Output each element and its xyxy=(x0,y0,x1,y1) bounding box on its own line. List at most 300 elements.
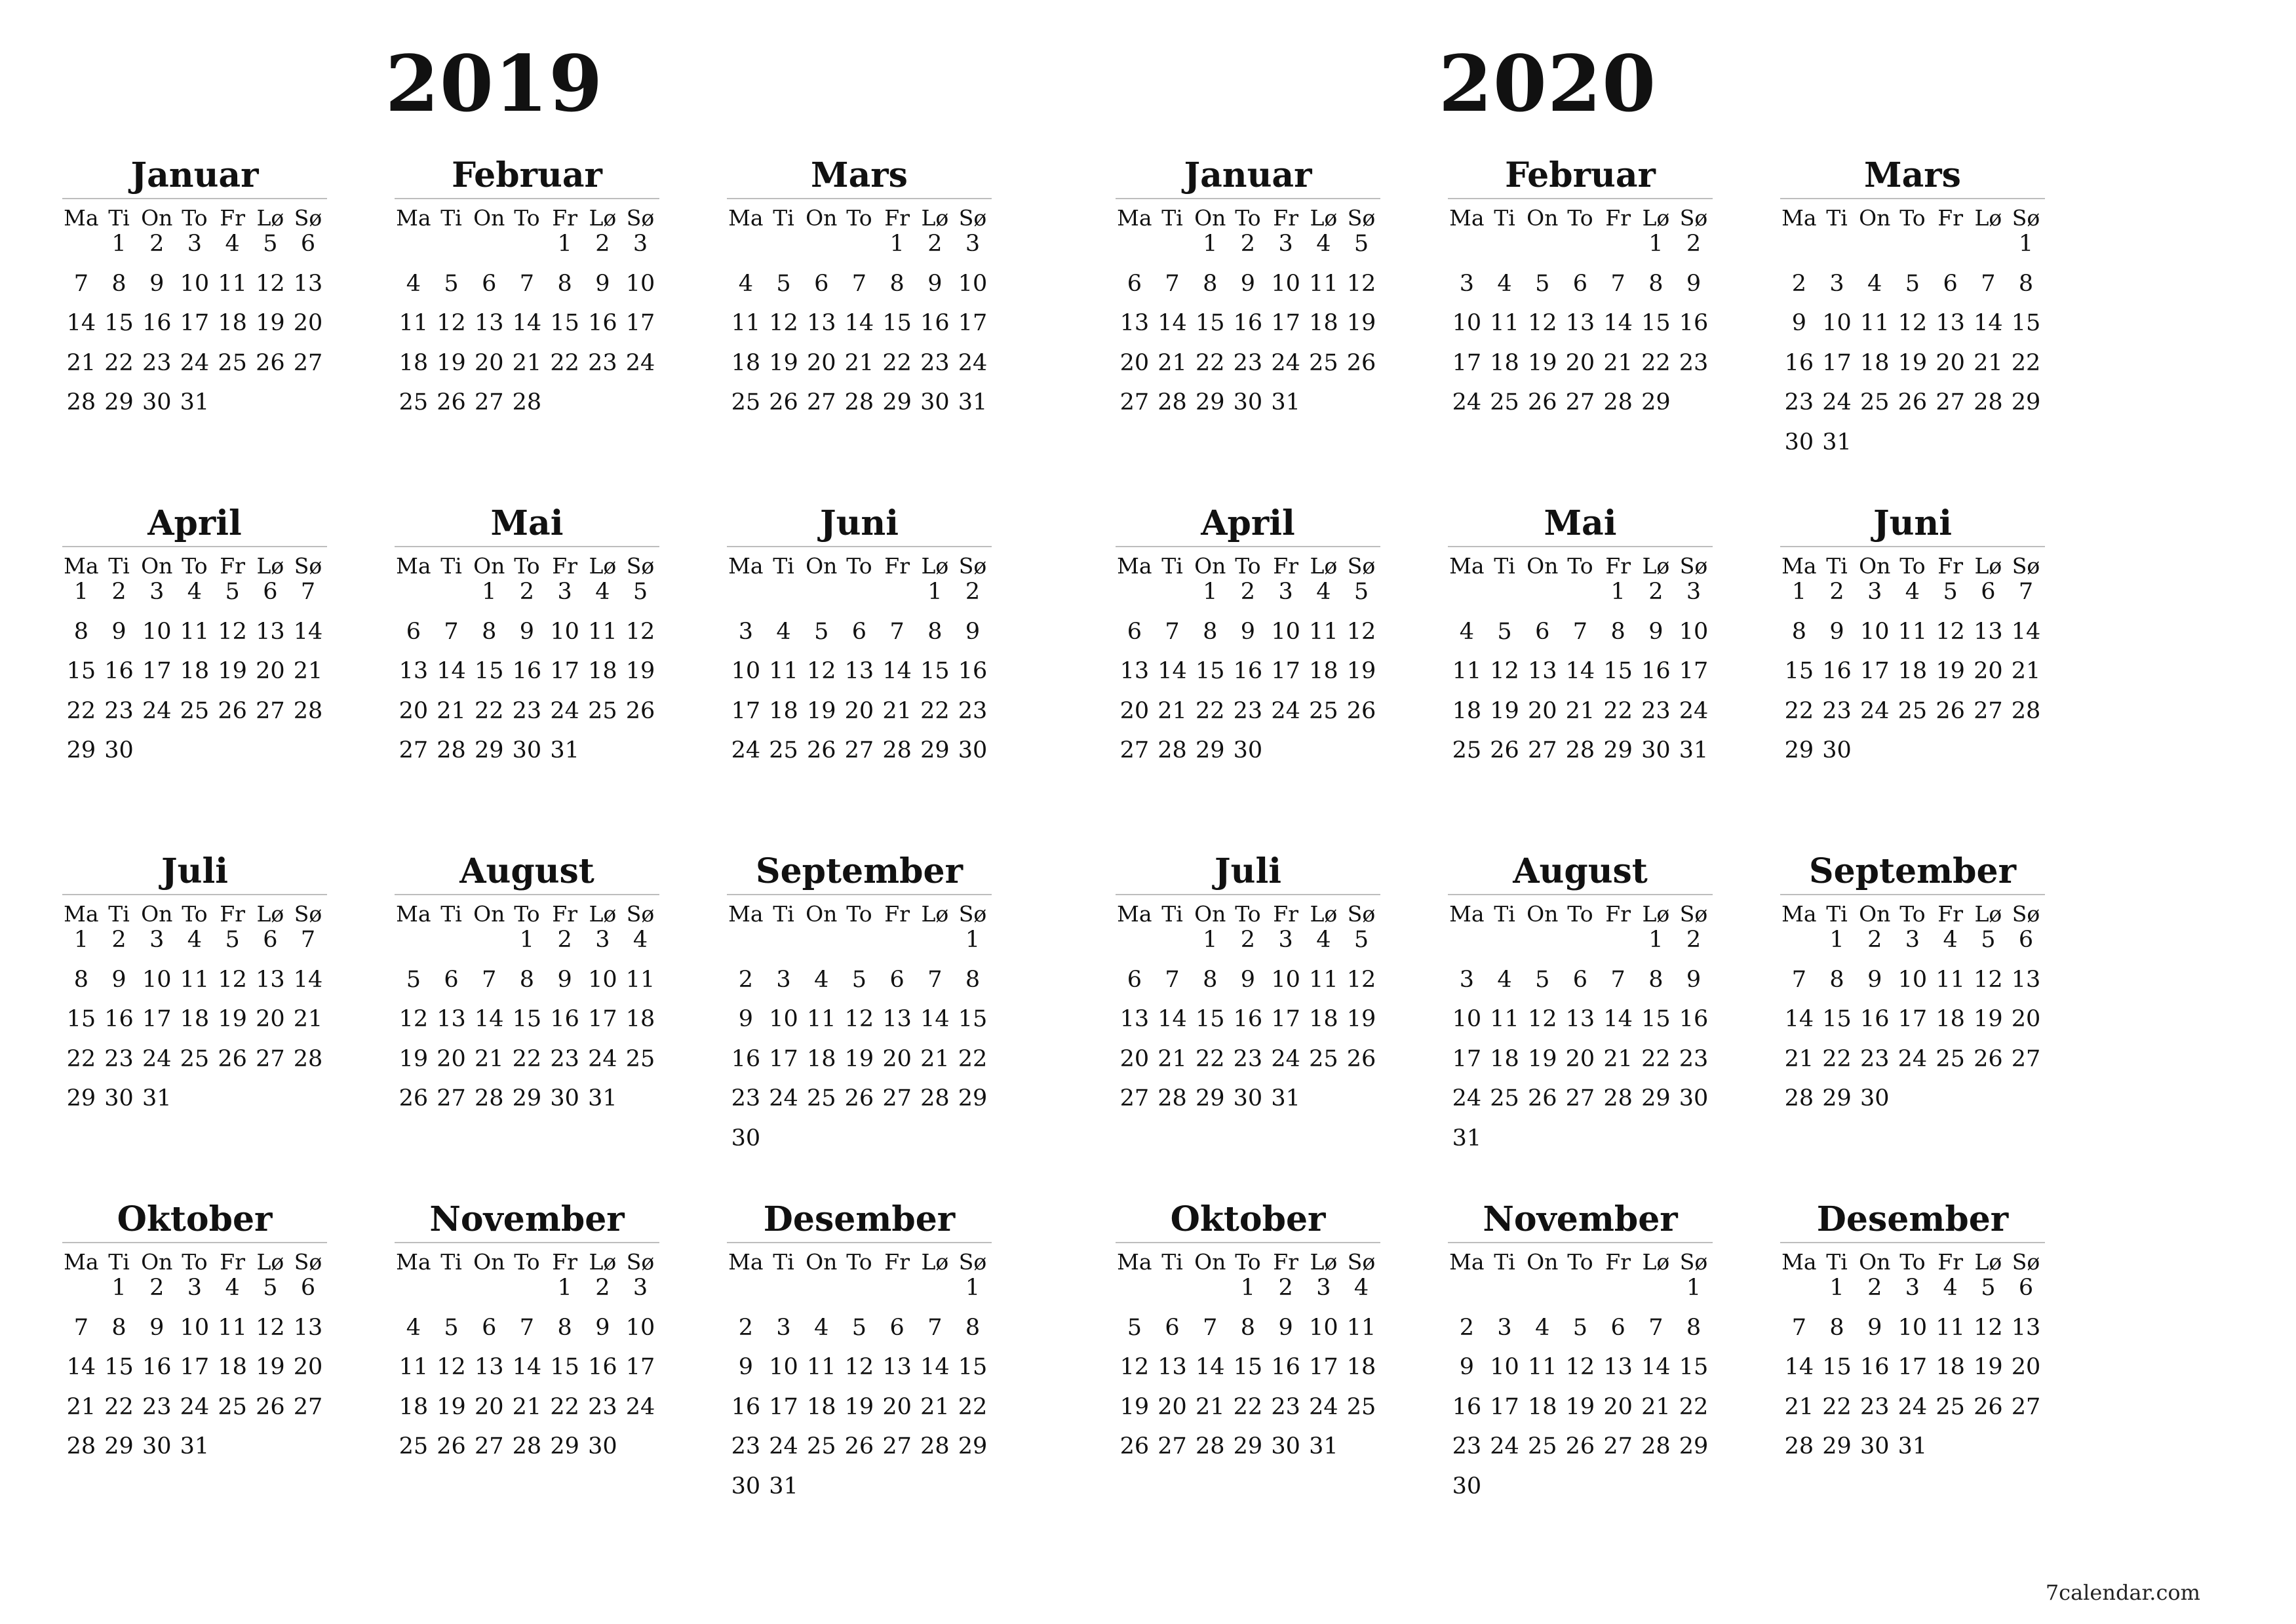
month-divider xyxy=(62,894,327,895)
day-cell: 8 xyxy=(2018,270,2034,297)
weekday-label: Lø xyxy=(1642,901,1670,927)
day-cell: 15 xyxy=(550,1354,579,1380)
day-cell: 28 xyxy=(66,1433,96,1460)
day-cell: 15 xyxy=(1195,1006,1225,1032)
weekday-label: Ma xyxy=(1449,901,1485,927)
day-cell: 30 xyxy=(958,737,988,764)
day-cell: 27 xyxy=(1603,1433,1633,1460)
day-cell: 17 xyxy=(1859,658,1890,684)
weekday-label: On xyxy=(473,205,505,231)
day-cell: 3 xyxy=(1686,579,1702,605)
day-cell: 8 xyxy=(1648,270,1664,297)
day-cell: 10 xyxy=(1897,1314,1928,1341)
day-cell: 2 xyxy=(1240,927,1256,953)
day-cell: 26 xyxy=(1565,1433,1595,1460)
day-cell: 11 xyxy=(806,1354,836,1380)
day-cell: 23 xyxy=(1452,1433,1482,1460)
weekday-label: Ma xyxy=(64,901,99,927)
day-cell: 4 xyxy=(406,1314,421,1341)
weekday-label: On xyxy=(1194,205,1226,231)
day-cell: 5 xyxy=(225,927,240,953)
weekday-label: Lø xyxy=(921,901,949,927)
day-cell: 14 xyxy=(512,1354,542,1380)
day-cell: 2 xyxy=(595,231,610,257)
day-cell: 1 xyxy=(519,927,535,953)
weekday-label: Ma xyxy=(1117,901,1152,927)
weekday-label: Ti xyxy=(1494,901,1515,927)
day-cell: 14 xyxy=(293,618,323,645)
weekday-label: Ti xyxy=(108,901,130,927)
day-cell: 24 xyxy=(1271,1045,1300,1072)
day-cell: 30 xyxy=(1679,1085,1709,1112)
day-cell: 11 xyxy=(180,618,210,645)
month-divider xyxy=(395,894,659,895)
day-cell: 9 xyxy=(1686,966,1702,993)
day-cell: 5 xyxy=(263,231,278,257)
day-cell: 8 xyxy=(965,1314,981,1341)
weekday-label: Ti xyxy=(1494,1249,1515,1275)
day-cell: 24 xyxy=(731,737,761,764)
day-cell: 30 xyxy=(588,1433,617,1460)
day-cell: 19 xyxy=(256,1354,285,1380)
day-cell: 13 xyxy=(806,310,836,336)
weekday-label: Fr xyxy=(884,901,910,927)
day-cell: 4 xyxy=(225,1275,240,1301)
weekday-label: On xyxy=(806,205,838,231)
day-cell: 29 xyxy=(550,1433,579,1460)
day-cell: 14 xyxy=(1784,1354,1814,1380)
day-cell: 21 xyxy=(1784,1045,1814,1072)
day-cell: 10 xyxy=(180,270,210,297)
day-cell: 24 xyxy=(625,1393,655,1420)
weekday-label: Sø xyxy=(1347,205,1376,231)
month-divider xyxy=(1448,546,1713,547)
weekday-label: Fr xyxy=(1937,205,1963,231)
day-cell: 15 xyxy=(2011,310,2041,336)
day-cell: 30 xyxy=(104,737,134,764)
day-cell: 22 xyxy=(958,1393,988,1420)
day-cell: 8 xyxy=(1648,966,1664,993)
day-cell: 18 xyxy=(625,1006,655,1032)
day-cell: 23 xyxy=(958,697,988,724)
weekday-label: To xyxy=(1567,1249,1593,1275)
day-cell: 24 xyxy=(1452,1085,1482,1112)
day-cell: 9 xyxy=(1791,310,1806,336)
weekday-label: Ti xyxy=(1826,553,1848,579)
day-cell: 2 xyxy=(111,927,126,953)
day-cell: 4 xyxy=(1497,966,1512,993)
weekday-label: On xyxy=(806,1249,838,1275)
day-cell: 10 xyxy=(1452,1006,1482,1032)
day-cell: 7 xyxy=(1981,270,1996,297)
weekday-label: Fr xyxy=(1937,1249,1963,1275)
month-name: April xyxy=(1201,503,1295,543)
day-cell: 23 xyxy=(731,1085,761,1112)
day-cell: 11 xyxy=(769,658,798,684)
day-cell: 15 xyxy=(958,1006,988,1032)
day-cell: 1 xyxy=(965,1275,981,1301)
day-cell: 25 xyxy=(1490,1085,1519,1112)
weekday-label: On xyxy=(473,901,505,927)
day-cell: 16 xyxy=(512,658,542,684)
day-cell: 23 xyxy=(104,1045,134,1072)
day-cell: 17 xyxy=(1271,310,1300,336)
day-cell: 29 xyxy=(1195,737,1225,764)
day-cell: 8 xyxy=(557,1314,572,1341)
day-cell: 19 xyxy=(844,1393,874,1420)
weekday-label: Ti xyxy=(1826,1249,1848,1275)
day-cell: 17 xyxy=(625,310,655,336)
weekday-label: On xyxy=(1859,901,1891,927)
day-cell: 28 xyxy=(882,737,912,764)
day-cell: 26 xyxy=(437,389,466,416)
day-cell: 31 xyxy=(769,1473,798,1499)
day-cell: 21 xyxy=(437,697,466,724)
day-cell: 28 xyxy=(512,389,542,416)
day-cell: 16 xyxy=(1233,658,1263,684)
day-cell: 27 xyxy=(1119,1085,1150,1112)
day-cell: 7 xyxy=(482,966,497,993)
day-cell: 24 xyxy=(1822,389,1852,416)
day-cell: 27 xyxy=(293,1393,323,1420)
day-cell: 27 xyxy=(1119,737,1150,764)
day-cell: 7 xyxy=(1165,270,1180,297)
weekday-label: Lø xyxy=(256,553,284,579)
day-cell: 19 xyxy=(218,1006,247,1032)
day-cell: 22 xyxy=(66,1045,96,1072)
day-cell: 19 xyxy=(1974,1354,2003,1380)
day-cell: 13 xyxy=(2011,966,2041,993)
day-cell: 27 xyxy=(882,1433,912,1460)
day-cell: 9 xyxy=(927,270,943,297)
weekday-label: Sø xyxy=(1679,553,1708,579)
day-cell: 26 xyxy=(1974,1045,2003,1072)
day-cell: 14 xyxy=(1158,310,1187,336)
day-cell: 11 xyxy=(625,966,655,993)
day-cell: 8 xyxy=(519,966,535,993)
day-cell: 14 xyxy=(437,658,466,684)
weekday-label: Ma xyxy=(728,553,764,579)
weekday-label: To xyxy=(1235,901,1261,927)
day-cell: 16 xyxy=(1641,658,1671,684)
day-cell: 25 xyxy=(1309,1045,1338,1072)
day-cell: 7 xyxy=(444,618,459,645)
day-cell: 28 xyxy=(1158,1085,1187,1112)
day-cell: 24 xyxy=(1271,349,1300,376)
day-cell: 15 xyxy=(66,1006,96,1032)
day-cell: 4 xyxy=(1316,231,1331,257)
day-cell: 24 xyxy=(1859,697,1890,724)
day-cell: 20 xyxy=(474,349,504,376)
day-cell: 18 xyxy=(1452,697,1482,724)
day-cell: 12 xyxy=(256,270,285,297)
day-cell: 4 xyxy=(1316,579,1331,605)
day-cell: 3 xyxy=(149,927,165,953)
day-cell: 19 xyxy=(844,1045,874,1072)
weekday-label: Ti xyxy=(1826,901,1848,927)
day-cell: 7 xyxy=(851,270,867,297)
day-cell: 22 xyxy=(550,1393,579,1420)
day-cell: 1 xyxy=(2018,231,2034,257)
day-cell: 3 xyxy=(1459,270,1474,297)
weekday-label: Sø xyxy=(958,205,987,231)
day-cell: 13 xyxy=(1603,1354,1633,1380)
weekday-label: Sø xyxy=(958,901,987,927)
weekday-label: Fr xyxy=(1605,901,1631,927)
day-cell: 5 xyxy=(1905,270,1920,297)
day-cell: 7 xyxy=(73,270,88,297)
day-cell: 21 xyxy=(293,1006,323,1032)
weekday-label: On xyxy=(1527,901,1559,927)
day-cell: 15 xyxy=(1641,1006,1671,1032)
day-cell: 19 xyxy=(1897,349,1928,376)
day-cell: 6 xyxy=(1165,1314,1180,1341)
day-cell: 4 xyxy=(1905,579,1920,605)
day-cell: 14 xyxy=(1641,1354,1671,1380)
day-cell: 29 xyxy=(104,1433,134,1460)
day-cell: 12 xyxy=(806,658,836,684)
day-cell: 15 xyxy=(1641,310,1671,336)
month-name: Mars xyxy=(811,155,908,195)
weekday-label: On xyxy=(1527,1249,1559,1275)
weekday-label: Ma xyxy=(1117,205,1152,231)
day-cell: 15 xyxy=(512,1006,542,1032)
month-name: Februar xyxy=(1505,155,1656,195)
day-cell: 3 xyxy=(1867,579,1882,605)
month-name: August xyxy=(1513,851,1648,891)
weekday-label: Ti xyxy=(1161,205,1183,231)
day-cell: 14 xyxy=(66,1354,96,1380)
weekday-label: Fr xyxy=(552,553,577,579)
day-cell: 12 xyxy=(1974,1314,2003,1341)
day-cell: 15 xyxy=(1822,1006,1852,1032)
day-cell: 14 xyxy=(1974,310,2003,336)
day-cell: 12 xyxy=(399,1006,429,1032)
day-cell: 3 xyxy=(1278,231,1293,257)
day-cell: 19 xyxy=(1565,1393,1595,1420)
day-cell: 25 xyxy=(180,1045,210,1072)
weekday-label: Ma xyxy=(64,553,99,579)
day-cell: 16 xyxy=(731,1045,761,1072)
day-cell: 28 xyxy=(920,1085,950,1112)
day-cell: 28 xyxy=(2011,697,2041,724)
day-cell: 3 xyxy=(965,231,981,257)
month-divider xyxy=(62,198,327,199)
weekday-label: Ma xyxy=(1449,1249,1485,1275)
weekday-label: Fr xyxy=(1937,901,1963,927)
day-cell: 29 xyxy=(958,1085,988,1112)
weekday-label: Fr xyxy=(552,901,577,927)
day-cell: 7 xyxy=(889,618,905,645)
month-divider xyxy=(1116,1242,1380,1243)
weekday-label: Fr xyxy=(220,205,245,231)
day-cell: 22 xyxy=(512,1045,542,1072)
day-cell: 19 xyxy=(1490,697,1519,724)
day-cell: 5 xyxy=(1981,1275,1996,1301)
day-cell: 21 xyxy=(1195,1393,1225,1420)
day-cell: 3 xyxy=(557,579,572,605)
day-cell: 13 xyxy=(844,658,874,684)
day-cell: 30 xyxy=(142,1433,172,1460)
day-cell: 24 xyxy=(550,697,579,724)
day-cell: 18 xyxy=(180,1006,210,1032)
day-cell: 23 xyxy=(920,349,950,376)
weekday-label: Fr xyxy=(884,205,910,231)
month-divider xyxy=(1116,546,1380,547)
weekday-label: Sø xyxy=(626,553,655,579)
day-cell: 21 xyxy=(2011,658,2041,684)
day-cell: 5 xyxy=(1943,579,1958,605)
weekday-label: Fr xyxy=(884,553,910,579)
day-cell: 7 xyxy=(519,270,535,297)
day-cell: 14 xyxy=(1603,310,1633,336)
day-cell: 21 xyxy=(512,1393,542,1420)
day-cell: 28 xyxy=(1784,1433,1814,1460)
day-cell: 29 xyxy=(1195,389,1225,416)
day-cell: 26 xyxy=(1346,697,1376,724)
day-cell: 16 xyxy=(550,1006,579,1032)
day-cell: 5 xyxy=(263,1275,278,1301)
day-cell: 22 xyxy=(1641,349,1671,376)
month-divider xyxy=(1448,198,1713,199)
day-cell: 20 xyxy=(882,1045,912,1072)
weekday-label: Ti xyxy=(440,901,462,927)
weekday-label: Lø xyxy=(1310,553,1338,579)
day-cell: 17 xyxy=(1897,1006,1928,1032)
day-cell: 18 xyxy=(806,1045,836,1072)
day-cell: 28 xyxy=(293,1045,323,1072)
day-cell: 11 xyxy=(399,310,429,336)
day-cell: 28 xyxy=(1641,1433,1671,1460)
day-cell: 20 xyxy=(1158,1393,1187,1420)
day-cell: 16 xyxy=(1822,658,1852,684)
day-cell: 19 xyxy=(1119,1393,1150,1420)
weekday-label: Sø xyxy=(958,553,987,579)
day-cell: 30 xyxy=(1452,1473,1482,1499)
weekday-label: On xyxy=(1859,1249,1891,1275)
day-cell: 31 xyxy=(1271,1085,1300,1112)
day-cell: 8 xyxy=(73,618,88,645)
weekday-label: Ma xyxy=(728,1249,764,1275)
day-cell: 21 xyxy=(1158,349,1187,376)
day-cell: 14 xyxy=(1784,1006,1814,1032)
day-cell: 17 xyxy=(588,1006,617,1032)
day-cell: 20 xyxy=(293,1354,323,1380)
day-cell: 8 xyxy=(111,270,126,297)
day-cell: 31 xyxy=(958,389,988,416)
weekday-label: Ma xyxy=(1781,205,1817,231)
day-cell: 11 xyxy=(1309,618,1338,645)
day-cell: 6 xyxy=(2018,1275,2034,1301)
day-cell: 10 xyxy=(180,1314,210,1341)
day-cell: 23 xyxy=(1641,697,1671,724)
day-cell: 25 xyxy=(399,1433,429,1460)
weekday-label: Sø xyxy=(1679,1249,1708,1275)
weekday-label: Ti xyxy=(1161,553,1183,579)
day-cell: 26 xyxy=(256,349,285,376)
day-cell: 15 xyxy=(474,658,504,684)
weekday-label: On xyxy=(1527,553,1559,579)
day-cell: 3 xyxy=(1459,966,1474,993)
day-cell: 15 xyxy=(1195,310,1225,336)
weekday-label: Ma xyxy=(1449,553,1485,579)
day-cell: 18 xyxy=(1936,1006,1965,1032)
day-cell: 16 xyxy=(1233,310,1263,336)
day-cell: 8 xyxy=(1686,1314,1702,1341)
day-cell: 27 xyxy=(256,1045,285,1072)
day-cell: 26 xyxy=(769,389,798,416)
day-cell: 17 xyxy=(1822,349,1852,376)
day-cell: 15 xyxy=(1603,658,1633,684)
weekday-label: Ma xyxy=(396,1249,431,1275)
day-cell: 26 xyxy=(1527,1085,1557,1112)
day-cell: 1 xyxy=(73,579,88,605)
day-cell: 24 xyxy=(142,697,172,724)
day-cell: 10 xyxy=(1271,270,1300,297)
day-cell: 18 xyxy=(399,349,429,376)
weekday-label: On xyxy=(1194,553,1226,579)
day-cell: 25 xyxy=(731,389,761,416)
weekday-label: Ma xyxy=(728,205,764,231)
day-cell: 12 xyxy=(218,618,247,645)
day-cell: 9 xyxy=(1648,618,1664,645)
month-divider xyxy=(1780,546,2045,547)
day-cell: 4 xyxy=(1943,927,1958,953)
weekday-label: To xyxy=(182,1249,208,1275)
day-cell: 23 xyxy=(1859,1393,1890,1420)
weekday-label: To xyxy=(846,205,872,231)
month-divider xyxy=(1780,198,2045,199)
day-cell: 17 xyxy=(1452,1045,1482,1072)
month-name: Desember xyxy=(1816,1199,2009,1239)
day-cell: 19 xyxy=(256,310,285,336)
day-cell: 29 xyxy=(882,389,912,416)
day-cell: 7 xyxy=(519,1314,535,1341)
day-cell: 10 xyxy=(1271,966,1300,993)
day-cell: 17 xyxy=(142,1006,172,1032)
day-cell: 28 xyxy=(1603,389,1633,416)
day-cell: 22 xyxy=(104,349,134,376)
day-cell: 26 xyxy=(399,1085,429,1112)
day-cell: 14 xyxy=(1195,1354,1225,1380)
month-name: Mai xyxy=(490,503,564,543)
month-name: November xyxy=(1483,1199,1678,1239)
month-name: Januar xyxy=(1184,155,1312,195)
weekday-label: To xyxy=(182,553,208,579)
weekday-label: Sø xyxy=(294,1249,322,1275)
day-cell: 8 xyxy=(1610,618,1625,645)
day-cell: 7 xyxy=(1165,618,1180,645)
month-divider xyxy=(1448,894,1713,895)
day-cell: 18 xyxy=(769,697,798,724)
day-cell: 20 xyxy=(1527,697,1557,724)
day-cell: 15 xyxy=(1822,1354,1852,1380)
weekday-label: On xyxy=(141,205,173,231)
weekday-label: On xyxy=(1194,1249,1226,1275)
day-cell: 29 xyxy=(104,389,134,416)
day-cell: 13 xyxy=(399,658,429,684)
day-cell: 4 xyxy=(187,579,203,605)
weekday-label: To xyxy=(1899,901,1926,927)
weekday-label: Ti xyxy=(773,553,794,579)
day-cell: 1 xyxy=(1686,1275,1702,1301)
day-cell: 29 xyxy=(512,1085,542,1112)
day-cell: 24 xyxy=(142,1045,172,1072)
day-cell: 13 xyxy=(474,310,504,336)
day-cell: 20 xyxy=(474,1393,504,1420)
day-cell: 27 xyxy=(399,737,429,764)
day-cell: 21 xyxy=(1974,349,2003,376)
